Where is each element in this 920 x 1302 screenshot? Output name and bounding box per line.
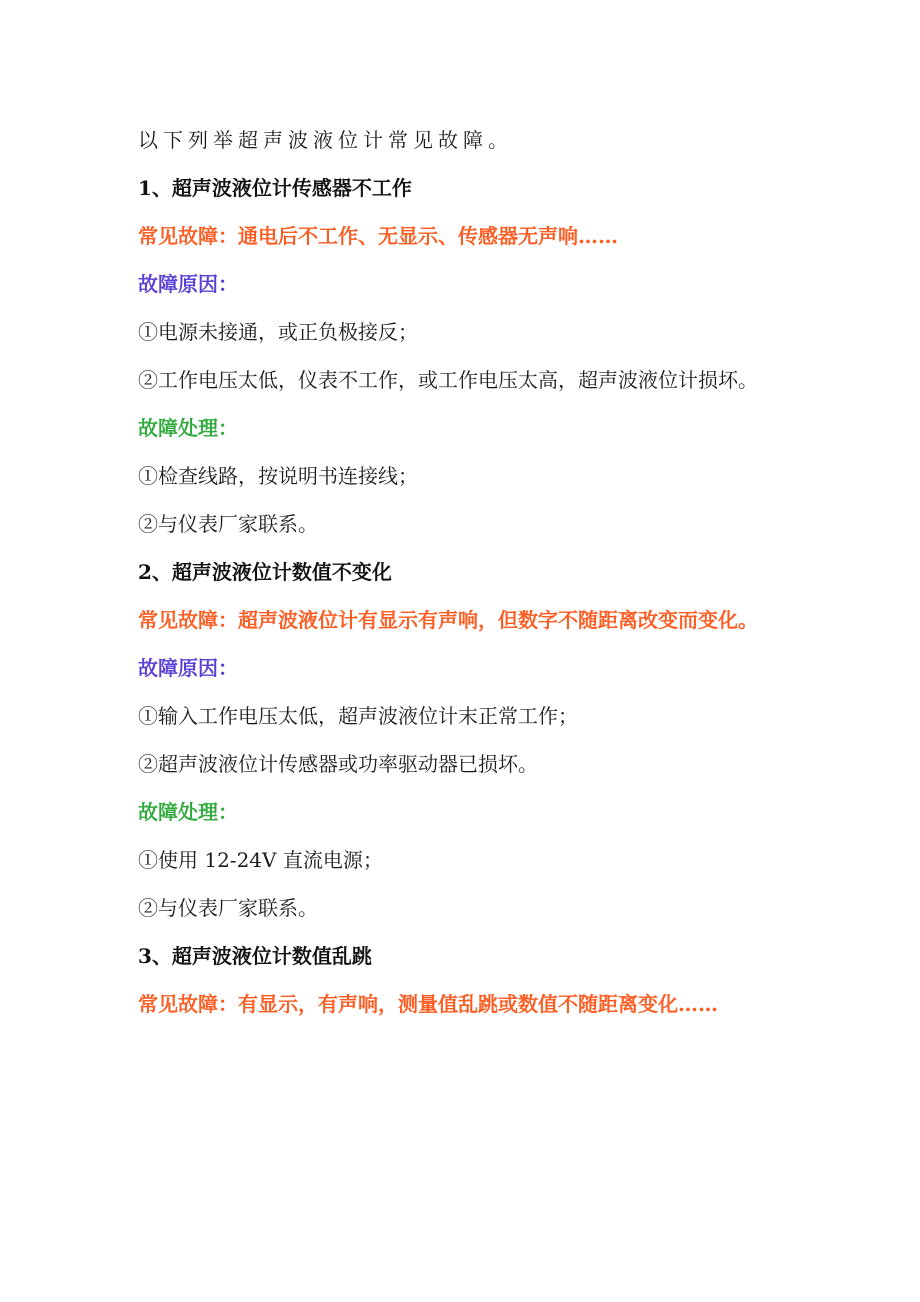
section-1-handle-2: ②与仪表厂家联系。 (138, 512, 318, 536)
section-1-cause-2: ②工作电压太低，仪表不工作，或工作电压太高，超声波液位计损坏。 (138, 368, 758, 392)
section-3-heading: 3、超声波液位计数值乱跳 (138, 944, 372, 968)
section-1-handle-1: ①检查线路，按说明书连接线； (138, 464, 418, 488)
section-2-heading: 2、超声波液位计数值不变化 (138, 560, 392, 584)
section-1-heading: 1、超声波液位计传感器不工作 (138, 176, 412, 200)
section-3-fault: 常见故障：有显示，有声响，测量值乱跳或数值不随距离变化…… (138, 992, 718, 1016)
section-2-handle-1: ①使用 12-24V 直流电源； (138, 848, 383, 872)
section-2-cause-label: 故障原因： (138, 656, 238, 680)
document-body (138, 116, 788, 1028)
section-1-handle-label: 故障处理： (138, 416, 238, 440)
intro-text: 以下列举超声波液位计常见故障。 (138, 128, 513, 152)
section-1-cause-label: 故障原因： (138, 272, 238, 296)
section-2-handle-label: 故障处理： (138, 800, 238, 824)
section-2-cause-2: ②超声波液位计传感器或功率驱动器已损坏。 (138, 752, 538, 776)
section-2-handle-2: ②与仪表厂家联系。 (138, 896, 318, 920)
section-1-cause-1: ①电源未接通，或正负极接反； (138, 320, 418, 344)
section-1-fault: 常见故障：通电后不工作、无显示、传感器无声响…… (138, 224, 618, 248)
section-2-cause-1: ①输入工作电压太低，超声波液位计末正常工作； (138, 704, 578, 728)
section-2-fault: 常见故障：超声波液位计有显示有声响，但数字不随距离改变而变化。 (138, 608, 758, 632)
